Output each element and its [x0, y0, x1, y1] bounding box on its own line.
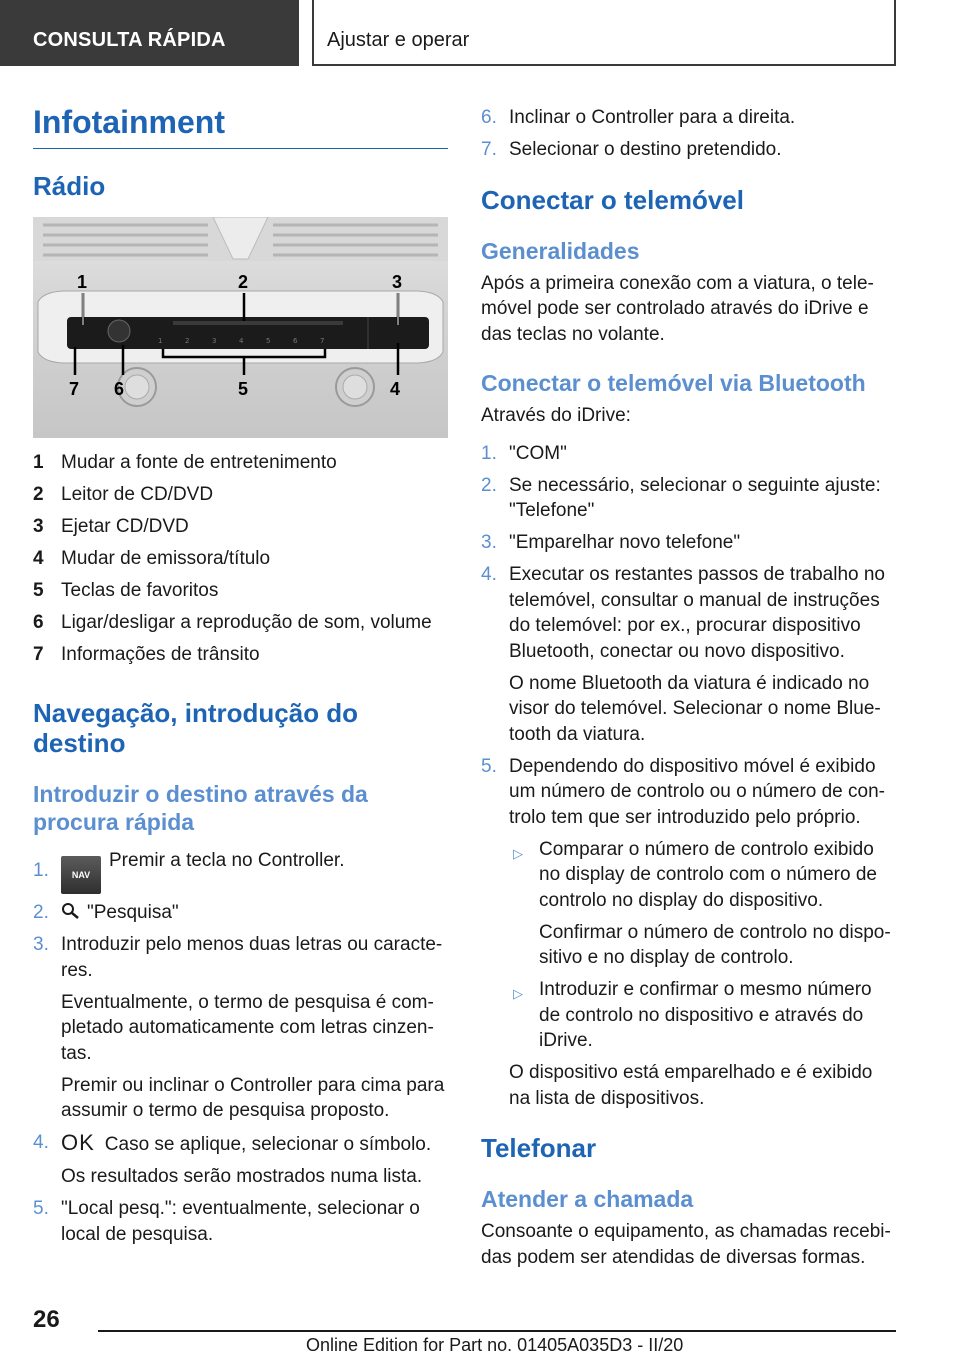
callout-1: 1 [77, 272, 88, 292]
svg-text:4: 4 [239, 337, 244, 345]
general-text: Após a primeira conexão com a viatura, o tele-móvel pode ser controlado através do iDrive e das teclas no volante. [481, 272, 874, 345]
legend-item: 6 Ligar/desligar a reprodução de som, volume [33, 612, 432, 633]
callout-5: 5 [238, 379, 249, 399]
left-column [33, 100, 448, 1254]
bluetooth-heading: Conectar o telemóvel via Bluetooth [481, 370, 866, 396]
svg-text:2: 2 [185, 337, 190, 345]
legend-item: 2 Leitor de CD/DVD [33, 484, 214, 505]
search-icon [61, 902, 81, 920]
svg-text:3: 3 [212, 337, 217, 345]
triangle-bullet-icon: ▷ [513, 986, 523, 1001]
bluetooth-intro: Através do iDrive: [481, 405, 631, 426]
step-item: 1. "COM" [481, 442, 567, 464]
svg-text:6: 6 [293, 337, 298, 345]
radio-heading: Rádio [33, 171, 106, 201]
callout-6: 6 [114, 379, 125, 399]
callout-2: 2 [238, 272, 249, 292]
legend-item: 7 Informações de trânsito [33, 644, 260, 665]
navigation-heading: Navegação, introdução do destino [33, 697, 359, 758]
callout-3: 3 [392, 272, 403, 292]
sub-item: ▷ Comparar o número de controlo exibido no display de controlo com o número de controlo no display do dispositivo. Confirmar o número de controlo no dispo-sitivo e no display de controlo. [509, 837, 897, 971]
radio-legend [33, 450, 448, 668]
step-item: 5. "Local pesq.": eventualmente, selecionar o local de pesquisa. [33, 1198, 420, 1245]
step-item: 5. Dependendo do dispositivo móvel é exibido um número de controlo ou o número de con-trolo tem que ser introduzido pelo próprio. ▷ Comparar o número de controlo exibido no display de controlo com o número de controlo no display do dispositivo. Confirmar o número de controlo no dispo-sitivo e no display de controlo. ▷ Introduzir e confirmar o mesmo número de controlo no dispositivo e através do iDrive. O dispositivo está emparelhado e é exibido na lista de dispositivos. [481, 754, 897, 1112]
quick-search-steps-continued [481, 105, 897, 163]
step-item: 7. Selecionar o destino pretendido. [481, 139, 782, 160]
step-item: 3. "Emparelhar novo telefone" [481, 532, 741, 553]
svg-text:5: 5 [266, 337, 271, 345]
page-footer [0, 1290, 960, 1362]
step-item: 2. "Pesquisa" [33, 902, 179, 923]
ok-symbol-icon: OK [61, 1130, 95, 1155]
legend-item: 1 Mudar a fonte de entretenimento [33, 452, 337, 473]
edition-text: Online Edition for Part no. 01405A035D3 - II/20 [306, 1335, 684, 1355]
sub-item: ▷ Introduzir e confirmar o mesmo número de controlo no dispositivo e através do iDrive. [509, 977, 897, 1054]
chapter-tab: Ajustar e operar [312, 0, 896, 66]
telephone-heading: Telefonar [481, 1133, 597, 1163]
radio-panel-illustration [33, 217, 448, 438]
answer-call-text: Consoante o equipamento, as chamadas recebi-das podem ser atendidas de diversas formas. [481, 1221, 891, 1268]
step-item: 4. Executar os restantes passos de trabalho no telemóvel, consultar o manual de instruções do telemóvel: por ex., procurar dispositivo Bluetooth, conectar ou novo dispositivo. O nome Bluetooth da viatura é indicado no visor do telemóvel. Selecionar o nome Blue-tooth da viatura. [481, 564, 886, 745]
callout-4: 4 [390, 379, 401, 399]
general-heading: Generalidades [481, 237, 640, 264]
step-item: 6. Inclinar o Controller para a direita. [481, 107, 796, 128]
sub-list [509, 837, 897, 1054]
callout-7: 7 [69, 379, 80, 399]
svg-text:7: 7 [320, 337, 325, 345]
triangle-bullet-icon: ▷ [513, 845, 523, 861]
connect-phone-heading: Conectar o telemóvel [481, 184, 744, 215]
legend-item: 4 Mudar de emissora/título [33, 548, 271, 569]
quick-search-steps [33, 848, 448, 1248]
step-item: 1. NAVPremir a tecla no Controller. [33, 848, 448, 894]
answer-call-heading: Atender a chamada [481, 1186, 694, 1212]
page-header [0, 0, 960, 66]
right-column [481, 105, 897, 1270]
radio-panel-image [33, 217, 448, 438]
step-item: 3. Introduzir pelo menos duas letras ou caracte-res. Eventualmente, o termo de pesquisa é com-pletado automaticamente com letras cinzen-tas. Premir ou inclinar o Controller para cima para assumir o termo de pesquisa proposto. [33, 934, 445, 1121]
section-tab: CONSULTA RÁPIDA [0, 0, 299, 66]
svg-text:1: 1 [158, 337, 163, 345]
step-item: 4. OK Caso se aplique, selecionar o símbolo. Os resultados serão mostrados numa lista. [33, 1130, 432, 1187]
nav-key-icon: NAV [61, 856, 101, 894]
page-title: Infotainment [33, 102, 448, 149]
footer-rule [98, 1330, 896, 1332]
quick-search-heading: Introduzir o destino através da procura rápida [33, 780, 368, 835]
page-number: 26 [33, 1306, 60, 1333]
bluetooth-steps [481, 441, 897, 1112]
step-item: 2. Se necessário, selecionar o seguinte ajuste: "Telefone" [481, 474, 881, 521]
legend-item: 3 Ejetar CD/DVD [33, 516, 189, 537]
legend-item: 5 Teclas de favoritos [33, 580, 219, 601]
